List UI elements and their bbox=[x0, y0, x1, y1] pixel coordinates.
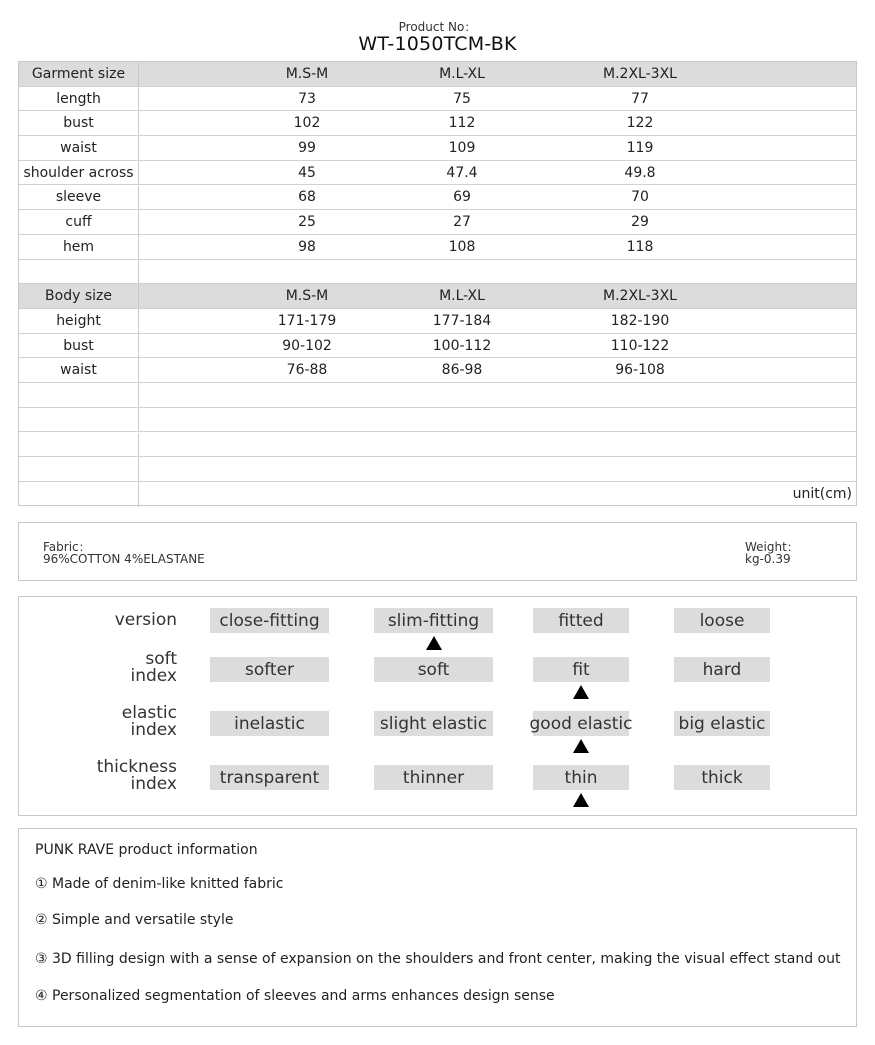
measurement-value: 108 bbox=[448, 238, 476, 255]
table-row bbox=[19, 235, 856, 260]
table-row bbox=[19, 186, 856, 211]
row-label: sleeve bbox=[19, 186, 139, 210]
row-label: cuff bbox=[19, 210, 139, 234]
attribute-label-line: thickness bbox=[96, 757, 177, 777]
info-item: ① Made of denim-like knitted fabric bbox=[35, 876, 284, 892]
measurement-value: 25 bbox=[298, 214, 316, 231]
attribute-option: hard bbox=[674, 657, 770, 682]
measurement-value: 100-112 bbox=[432, 337, 492, 354]
measurement-value: 110-122 bbox=[610, 337, 670, 354]
info-item: ④ Personalized segmentation of sleeves and arms enhances design sense bbox=[35, 988, 555, 1004]
size-table bbox=[18, 61, 857, 506]
size-column-header: M.L-XL bbox=[439, 288, 485, 305]
attribute-label-line: index bbox=[130, 666, 177, 686]
row-label: height bbox=[19, 309, 139, 333]
row-label: length bbox=[19, 87, 139, 111]
row-label: shoulder across bbox=[19, 161, 139, 185]
measurement-value: 49.8 bbox=[624, 164, 656, 181]
attribute-option: fitted bbox=[533, 608, 629, 633]
table-header-row bbox=[19, 62, 856, 87]
size-column-header: M.S-M bbox=[285, 65, 329, 82]
row-label: waist bbox=[19, 358, 139, 382]
measurement-value: 90-102 bbox=[282, 337, 332, 354]
attribute-label bbox=[17, 612, 177, 629]
measurement-value: 96-108 bbox=[615, 362, 665, 379]
attribute-label-line: index bbox=[130, 720, 177, 740]
product-info-box bbox=[18, 828, 857, 1027]
measurement-value: 119 bbox=[626, 139, 654, 156]
attribute-label-line: index bbox=[130, 774, 177, 794]
selected-indicator-triangle-icon bbox=[426, 636, 442, 650]
measurement-value: 77 bbox=[631, 90, 649, 107]
info-item: ③ 3D filling design with a sense of expansion on the shoulders and front center, making the visual effect stand out bbox=[35, 951, 841, 967]
attribute-label bbox=[17, 651, 177, 685]
row-label: bust bbox=[19, 334, 139, 358]
row-label: bust bbox=[19, 111, 139, 135]
table-row-empty bbox=[19, 408, 856, 433]
table-row bbox=[19, 358, 856, 383]
measurement-value: 109 bbox=[448, 139, 476, 156]
attribute-option: good elastic bbox=[533, 711, 629, 736]
measurement-value: 122 bbox=[626, 115, 654, 132]
attribute-option: inelastic bbox=[210, 711, 329, 736]
attribute-label-line: elastic bbox=[121, 703, 177, 723]
measurement-value: 76-88 bbox=[286, 362, 328, 379]
table-row-empty bbox=[19, 482, 856, 507]
size-column-header: M.2XL-3XL bbox=[603, 288, 677, 305]
fabric-value: 96%COTTON 4%ELASTANE bbox=[43, 552, 205, 566]
attribute-option: thin bbox=[533, 765, 629, 790]
measurement-value: 86-98 bbox=[441, 362, 483, 379]
attribute-option: slight elastic bbox=[374, 711, 493, 736]
table-row bbox=[19, 309, 856, 334]
empty-cell bbox=[19, 457, 139, 481]
measurement-value: 68 bbox=[298, 189, 316, 206]
empty-cell bbox=[19, 408, 139, 432]
selected-indicator-triangle-icon bbox=[573, 685, 589, 699]
weight-value: kg-0.39 bbox=[745, 552, 791, 566]
empty-cell bbox=[19, 383, 139, 407]
attribute-label-line: soft bbox=[145, 649, 177, 669]
measurement-value: 99 bbox=[298, 139, 316, 156]
table-row bbox=[19, 136, 856, 161]
measurement-value: 102 bbox=[293, 115, 321, 132]
size-column-header: M.L-XL bbox=[439, 65, 485, 82]
selected-indicator-triangle-icon bbox=[573, 739, 589, 753]
attribute-option: loose bbox=[674, 608, 770, 633]
attribute-option: big elastic bbox=[674, 711, 770, 736]
product-no-label: Product No： bbox=[398, 20, 477, 34]
unit-label: unit(cm) bbox=[792, 486, 852, 503]
fabric-label: Fabric： bbox=[43, 540, 91, 554]
table-row-empty bbox=[19, 383, 856, 408]
table-row bbox=[19, 111, 856, 136]
empty-cell bbox=[19, 433, 139, 457]
weight-label: Weight： bbox=[745, 540, 799, 554]
table-row bbox=[19, 161, 856, 186]
attributes-box bbox=[18, 596, 857, 816]
measurement-value: 75 bbox=[453, 90, 471, 107]
measurement-value: 177-184 bbox=[432, 312, 492, 329]
attribute-option: thick bbox=[674, 765, 770, 790]
empty-cell bbox=[19, 260, 139, 284]
info-item: ② Simple and versatile style bbox=[35, 912, 234, 928]
measurement-value: 27 bbox=[453, 214, 471, 231]
size-column-header: M.2XL-3XL bbox=[603, 65, 677, 82]
attribute-option: slim-fitting bbox=[374, 608, 493, 633]
table-row bbox=[19, 334, 856, 359]
attribute-option: fit bbox=[533, 657, 629, 682]
table-row-empty bbox=[19, 433, 856, 458]
measurement-value: 182-190 bbox=[610, 312, 670, 329]
measurement-value: 47.4 bbox=[446, 164, 478, 181]
measurement-value: 29 bbox=[631, 214, 649, 231]
row-label: waist bbox=[19, 136, 139, 160]
empty-cell bbox=[19, 482, 139, 507]
selected-indicator-triangle-icon bbox=[573, 793, 589, 807]
attribute-label-line: version bbox=[114, 610, 177, 630]
table-row bbox=[19, 210, 856, 235]
attribute-option: close-fitting bbox=[210, 608, 329, 633]
measurement-value: 98 bbox=[298, 238, 316, 255]
measurement-value: 118 bbox=[626, 238, 654, 255]
table-row-empty bbox=[19, 457, 856, 482]
measurement-value: 69 bbox=[453, 189, 471, 206]
row-label: hem bbox=[19, 235, 139, 259]
size-column-header: M.S-M bbox=[285, 288, 329, 305]
table-row-empty bbox=[19, 260, 856, 285]
measurement-value: 45 bbox=[298, 164, 316, 181]
measurement-value: 171-179 bbox=[277, 312, 337, 329]
measurement-value: 73 bbox=[298, 90, 316, 107]
info-title: PUNK RAVE product information bbox=[35, 842, 258, 858]
attribute-option: softer bbox=[210, 657, 329, 682]
attribute-label bbox=[17, 759, 177, 793]
table-section-title: Body size bbox=[19, 284, 139, 308]
attribute-label bbox=[17, 705, 177, 739]
measurement-value: 70 bbox=[631, 189, 649, 206]
table-header-row bbox=[19, 284, 856, 309]
measurement-value: 112 bbox=[448, 115, 476, 132]
fabric-box bbox=[18, 522, 857, 581]
attribute-option: soft bbox=[374, 657, 493, 682]
attribute-option: transparent bbox=[210, 765, 329, 790]
product-no-value: WT-1050TCM-BK bbox=[358, 33, 517, 55]
table-row bbox=[19, 87, 856, 112]
attribute-option: thinner bbox=[374, 765, 493, 790]
table-section-title: Garment size bbox=[19, 62, 139, 86]
